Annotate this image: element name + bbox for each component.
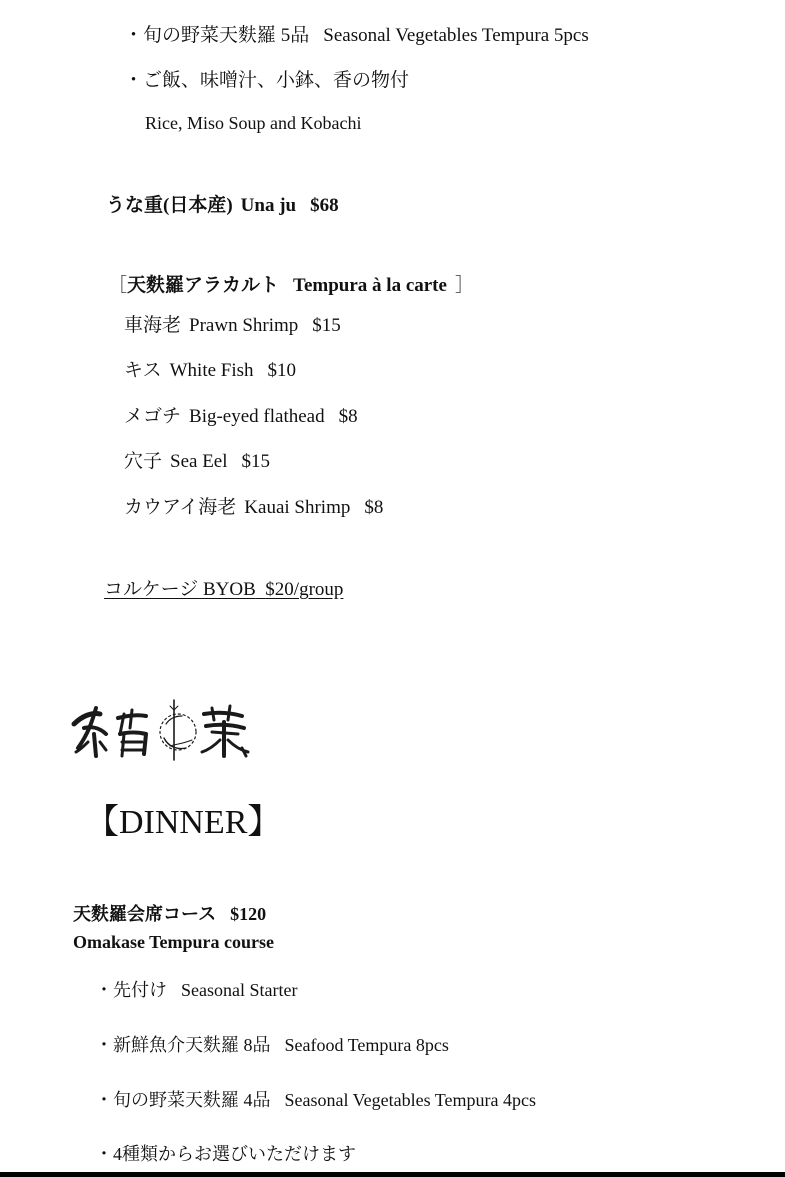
corkage-price: $20/group [265, 579, 344, 600]
a-la-carte-item [124, 361, 296, 380]
item-en: Big-eyed flathead [189, 406, 325, 427]
course-title-jp: 天麩羅会席コース [73, 904, 217, 924]
unaju-jp: うな重(日本産) [106, 195, 233, 216]
item-jp: ・4種類からお選びいただけます [95, 1144, 356, 1164]
item-price: $15 [241, 451, 271, 472]
lunch-item-jp: ・旬の野菜天麩羅 5品 [124, 25, 310, 46]
item-price: $8 [338, 406, 358, 427]
close-bracket: ］ [454, 275, 474, 296]
item-price: $15 [312, 315, 341, 336]
item-en: Seasonal Starter [181, 980, 298, 1000]
page-bottom-rule [0, 1172, 785, 1177]
item-jp: カウアイ海老 [124, 497, 237, 518]
dinner-heading: 【DINNER】 [85, 804, 282, 841]
a-la-carte-title-en: Tempura à la carte [293, 275, 447, 296]
item-jp: メゴチ [124, 406, 182, 427]
item-en: White Fish [169, 360, 254, 381]
lunch-item-rice-set-en [145, 114, 361, 132]
dinner-item [95, 1145, 356, 1163]
item-en: Sea Eel [170, 451, 228, 472]
a-la-carte-title-jp: 天麩羅アラカルト [127, 275, 280, 296]
unaju-line [106, 196, 339, 215]
item-price: $8 [364, 497, 384, 518]
dinner-item [95, 981, 297, 999]
dinner-item [95, 1091, 536, 1109]
lunch-item-en: Rice, Miso Soup and Kobachi [145, 113, 362, 133]
item-jp: ・先付け [95, 980, 167, 1000]
unaju-price: $68 [310, 195, 339, 216]
item-en: Prawn Shrimp [189, 315, 299, 336]
lunch-item-jp: ・ご飯、味噌汁、小鉢、香の物付 [124, 70, 410, 91]
a-la-carte-item [124, 407, 358, 426]
item-jp: ・旬の野菜天麩羅 4品 [95, 1090, 271, 1110]
course-price: $120 [230, 904, 267, 924]
corkage-jp: コルケージ [104, 579, 199, 600]
lunch-item-rice-set [124, 71, 409, 90]
open-bracket: ［ [108, 275, 128, 296]
lunch-item-en: Seasonal Vegetables Tempura 5pcs [323, 25, 589, 46]
lunch-item-vegetable-tempura [124, 26, 589, 45]
a-la-carte-item [124, 316, 341, 335]
item-jp: 車海老 [124, 315, 182, 336]
item-en: Seasonal Vegetables Tempura 4pcs [284, 1090, 537, 1110]
unaju-en: Una ju [240, 195, 297, 216]
item-jp: ・新鮮魚介天麩羅 8品 [95, 1035, 271, 1055]
item-jp: キス [124, 360, 162, 381]
item-en: Seafood Tempura 8pcs [284, 1035, 449, 1055]
item-en: Kauai Shrimp [244, 497, 351, 518]
a-la-carte-heading [108, 276, 474, 295]
a-la-carte-item [124, 452, 270, 471]
restaurant-logo [66, 694, 266, 766]
corkage-line [104, 580, 343, 599]
item-price: $10 [267, 360, 297, 381]
corkage-en: BYOB [203, 579, 256, 600]
dinner-course-title-en: Omakase Tempura course [73, 932, 275, 952]
dinner-item [95, 1036, 449, 1054]
dinner-course-title [73, 905, 266, 923]
item-jp: 穴子 [124, 451, 163, 472]
a-la-carte-item [124, 498, 383, 517]
